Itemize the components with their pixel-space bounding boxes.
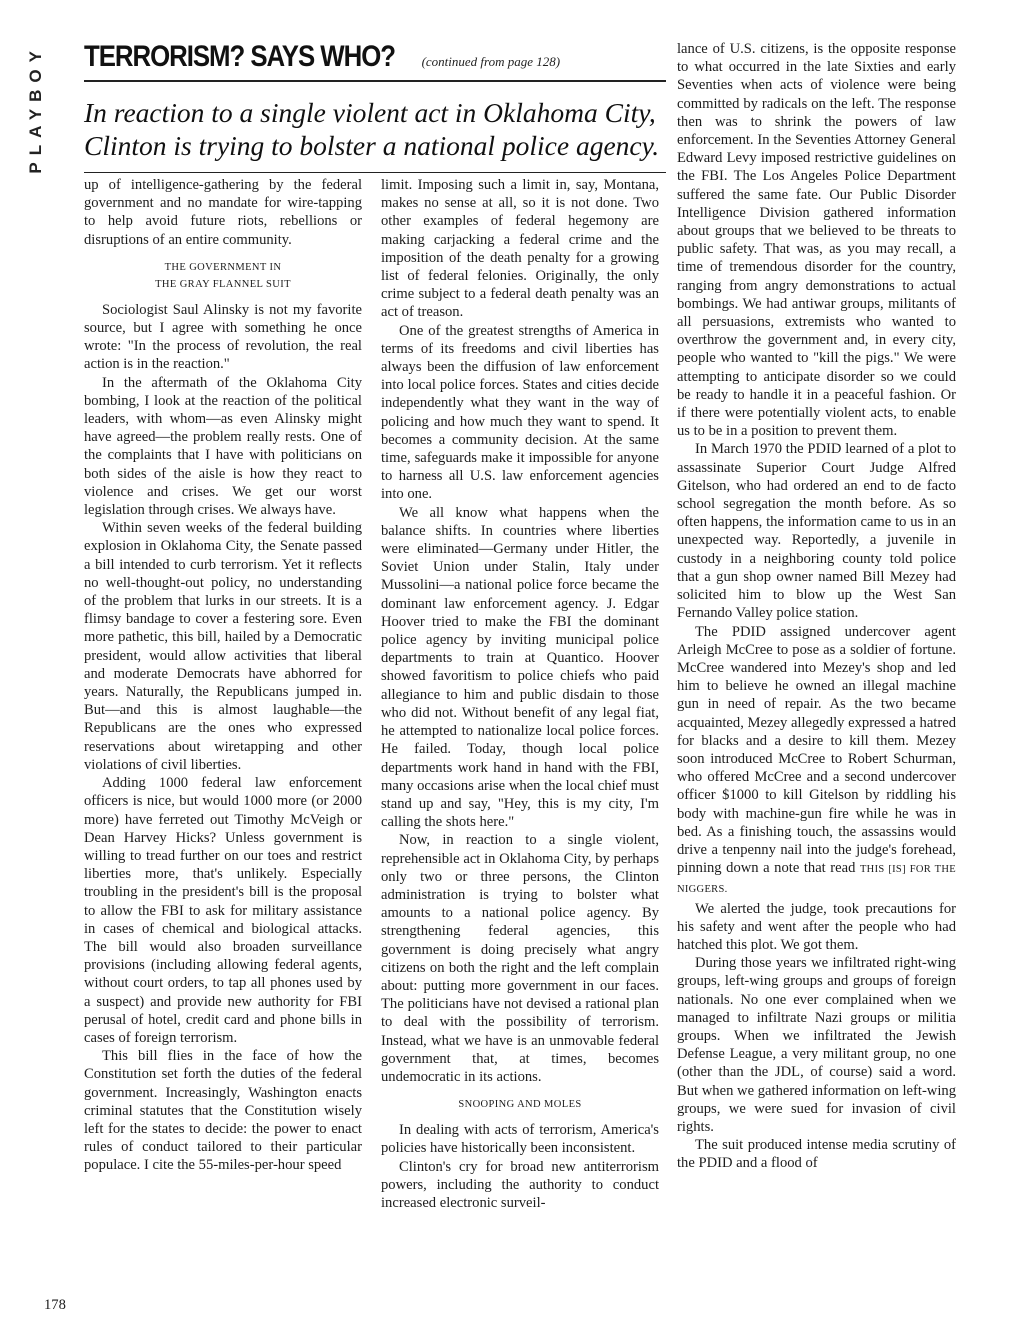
- paragraph: In March 1970 the PDID learned of a plot to assassinate Superior Court Judge Alfred Gitelson, who had ordered an end to de facto school segregation the month before. As so often happens, the information came to us in an unexpected way. Reportedly, a juvenile in custody in a neighboring county told police that a gun shop owner named Bill Mezey had solicited him to blow up the West San Fernando Valley police station.: [677, 441, 956, 622]
- title-row: [84, 40, 666, 74]
- paragraph: We alerted the judge, took precautions for his safety and went after the people who had hatched this plot. We got them.: [677, 900, 956, 953]
- continued-note: (continued from page 128): [421, 54, 561, 69]
- column-1: [84, 176, 362, 1175]
- paragraph: The suit produced intense media scrutiny of the PDID and a flood of: [677, 1137, 956, 1172]
- paragraph: One of the greatest strengths of America in terms of its freedoms and civil liberties has always been the diffusion of law enforcement into local police forces. States and cities decide independently what they want in the way of policing and how much they want to spend. It becomes a community decision. At the same time, safeguards make it impossible for anyone to harness all U.S. law enforcement agencies into one.: [381, 322, 659, 503]
- paragraph: Within seven weeks of the federal building explosion in Oklahoma City, the Senate passed a bill intended to curb terrorism. Yet it reflects no well-thought-out policy, no understanding of the problem that lurks in our streets. It is a flimsy bandage to cover a festering sore. Even more pathetic, this bill, hailed by a Democratic president, would allow activities that liberal and moderate Democrats have abhorred for years. Naturally, the Republicans jumped in. But—and this is almost laughable—the Republicans are the ones who expressed reservations about wiretapping and other violations of civil liberties.: [84, 520, 362, 773]
- paragraph: up of intelligence-gathering by the federal government and no mandate for wire-tapping to help avoid future riots, rebellions or disruptions of an entire community.: [84, 177, 362, 248]
- column-3: [677, 40, 956, 1173]
- section-subhead: [84, 259, 362, 293]
- magazine-name-vertical: PLAYBOY: [26, 44, 45, 174]
- subhead-line: THE GOVERNMENT IN: [164, 261, 282, 273]
- article-header: [84, 40, 666, 173]
- section-subhead: [381, 1096, 659, 1113]
- column-2: [381, 176, 659, 1212]
- article-title: TERRORISM? SAYS WHO?: [84, 40, 395, 73]
- paragraph: In the aftermath of the Oklahoma City bombing, I look at the reaction of the political leaders, with whom—as even Alinsky might have agreed—the problem really rests. One of the complaints that I have with politicians on both sides of the aisle is how they react to violence and crises. We get our worst legislation through crises. We always have.: [84, 374, 362, 519]
- paragraph: limit. Imposing such a limit in, say, Montana, makes no sense at all, so it is not done. Two other examples of federal hegemony are making carjacking a federal crime and the imposition of the death penalty for a growing list of federal felonies. Originally, the only crime subject to a federal death penalty was an act of treason.: [381, 177, 659, 321]
- paragraph-text: The PDID assigned undercover agent Arleigh McCree to pose as a soldier of fortune. McCree wandered into Mezey's shop and led him to believe he owned an illegal machine gun in need of repair. As the two became acquainted, Mezey allegedly expressed a hatred for blacks and a desire to kill them. Mezey soon introduced McCree to Robert Schurman, who offered McCree and a second undercover officer $1000 to kill Gitelson by riddling his body with machine-gun fire while he was in bed. As a finishing touch, the assassins would drive a tenpenny nail into the judge's forehead, pinning down a note that read: [677, 623, 956, 877]
- quoted-note: THIS [IS] FOR THE NIGGERS.: [677, 864, 956, 896]
- paragraph: During those years we infiltrated right-wing groups, left-wing groups and groups of foreign nationals. No one ever complained when we managed to infiltrate Nazi groups or militia groups. When we infiltrated the Jewish Defense League, a very militant group, no one (other than the JDL, of course) said a word. But when we gathered information on left-wing groups, we were sued for invasion of civil rights.: [677, 955, 956, 1135]
- subhead-line: THE GRAY FLANNEL SUIT: [155, 278, 291, 290]
- paragraph: lance of U.S. citizens, is the opposite response to what occurred in the late Sixties and early Seventies when acts of violence were being committed by radicals on the left. The response then was to shrink the powers of law enforcement. In the Seventies Attorney General Edward Levy imposed restrictive guidelines on the FBI. The Los Angeles Police Department suffered the same fate. Our Public Disorder Intelligence Division gathered information about groups that we believed to be threats to public safety. That was, as you may recall, a time of tremendous disorder for the country, ranging from angry demonstrations to actual bombings. We had antiwar groups, militants of all persuasions, extremists who wanted to overthrow the government and, in every city, people who wanted to "kill the pigs." We were attempting to anticipate disorder so we could be ready to handle it in a peaceful fashion. Or if there were potentially violent acts, to enable us to be in a position to prevent them.: [677, 41, 956, 440]
- paragraph: Now, in reaction to a single violent, reprehensible act in Oklahoma City, by perhaps only two or three persons, the Clinton administration is trying to bolster what amounts to a national police agency. By strengthening federal agencies, this government is doing precisely what angry citizens on both the right and the left complain about: putting more government in our faces. The politicians have not devised a rational plan to deal with the possibility of terrorism. Instead, what we have is an unmovable federal government that, at times, becomes undemocratic in its actions.: [381, 832, 659, 1085]
- deck-rule: [84, 172, 666, 173]
- article-deck: In reaction to a single violent act in Oklahoma City, Clinton is trying to bolster a national police agency.: [84, 97, 660, 161]
- page-number: 178: [44, 1297, 66, 1313]
- paragraph: In dealing with acts of terrorism, America's policies have historically been inconsistent.: [381, 1122, 659, 1157]
- paragraph: Adding 1000 federal law enforcement officers is nice, but would 1000 more (or 2000 more) have ferreted out Timothy McVeigh or Dean Harvey Hicks? Unless government is willing to tread further on our toes and restrict liberties more, that's unlikely. Especially troubling in the president's bill is the proposal to allow the FBI to ask for military assistance in cases of chemical and biological attacks. The bill would also broaden surveillance provisions (including allowing federal agents, without court orders, to tap all phones used by a suspect) and provide new authority for FBI perusal of hotel, credit card and phone bills in cases of foreign terrorism.: [84, 775, 362, 1046]
- paragraph: [677, 623, 956, 900]
- paragraph: We all know what happens when the balance shifts. In countries where liberties were eliminated—Germany under Hitler, the Soviet Union under Stalin, Italy under Mussolini—a national police force became the dominant law enforcement agency. J. Edgar Hoover tried to make the FBI the dominant police agency by inviting municipal police departments to train at Quantico. Hoover showed favoritism to police chiefs who paid allegiance to him and public disdain to those who did not. Without benefit of any legal fiat, he attempted to nationalize local police forces. He failed. Today, though local police departments work hand in hand with the FBI, many occasions arise when the local chief must stand up and say, "Hey, this is my city, I'm calling the shots here.": [381, 504, 659, 831]
- paragraph: Sociologist Saul Alinsky is not my favorite source, but I agree with something he once wrote: "In the process of revolution, the real action is in the reaction.": [84, 301, 362, 373]
- title-rule: [84, 80, 666, 82]
- subhead-line: SNOOPING AND MOLES: [458, 1099, 582, 1111]
- paragraph: This bill flies in the face of how the Constitution set forth the duties of the federal government. Increasingly, Washington enacts criminal statutes that the Constitution wisely left for the states to decide: the power to enact rules of conduct tailored to their particular populace. I cite the 55-miles-per-hour speed: [84, 1048, 362, 1174]
- paragraph: Clinton's cry for broad new antiterrorism powers, including the authority to conduct increased electronic surveil-: [381, 1158, 659, 1211]
